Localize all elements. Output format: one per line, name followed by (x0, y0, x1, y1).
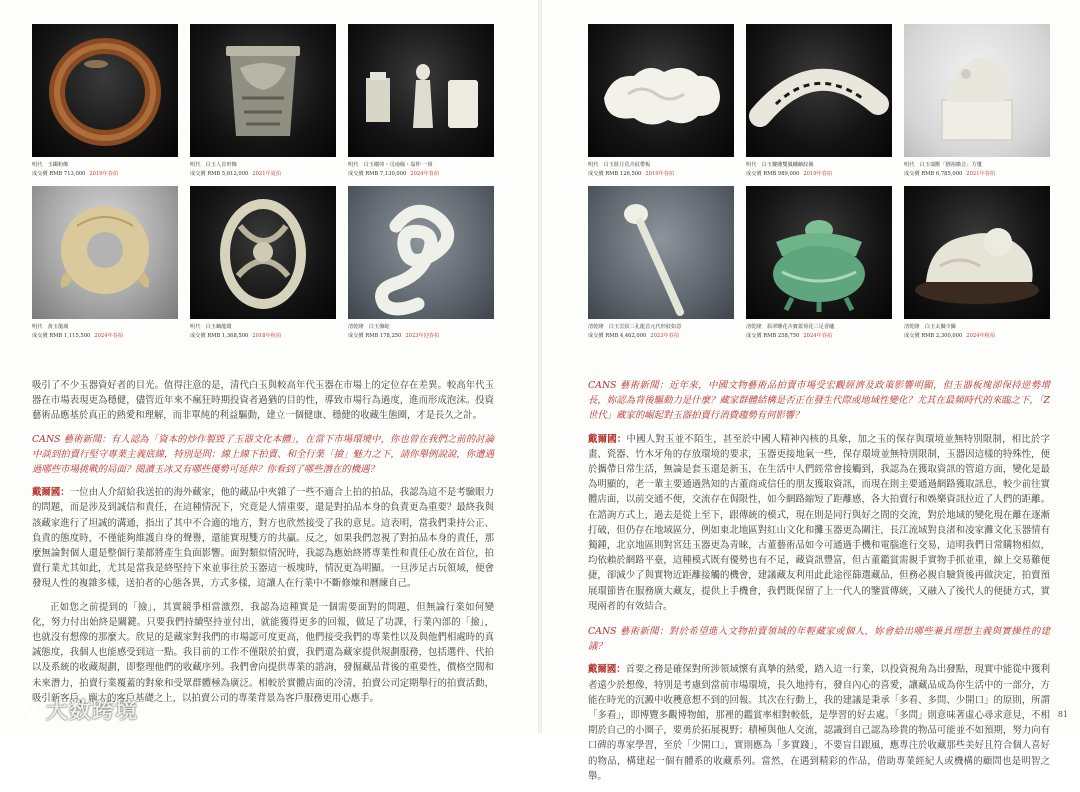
ruyi-scepter-photo (588, 186, 734, 319)
tile-right-6 (904, 186, 1050, 341)
tile-right-4 (588, 186, 734, 341)
tile-left-3 (348, 24, 494, 179)
tile-price: 成交價 RMB 713,000 2019年春拍 (32, 171, 119, 177)
tile-caption: 明代 白玉人首形飾 (190, 162, 237, 168)
tile-caption: 明代 白玉剛卯・司南佩・翁仲 一組 (348, 162, 433, 168)
tile-price: 成交價 RMB 1,115,500 2024年春拍 (32, 333, 124, 339)
coiled-snake-photo (348, 186, 494, 319)
left-paragraph-1: 吸引了不少玉器資好者的目光。值得注意的是，清代白玉與較高年代玉器在市場上的定位存在差異。較高年代玉器在市場表現更為穩健，儘管近年來不瘋狂時期投資者過猶的目的性，導致市場行為過度，進而形成泡沫。投資藝術品應基於真正的熱愛和理解，而非單純的利益驅動，建立一個健康、穩健的收藏生態圈，才是長久之計。 (32, 380, 494, 422)
tile-price: 成交價 RMB 1,368,500 2018年秋拍 (190, 333, 282, 339)
tile-right-1 (588, 24, 734, 179)
tile-caption: 清乾隆 白玉雲紋三孔龍首元代形紋如意 (588, 324, 682, 330)
tile-caption: 明代 白玉鏤雕雙鳳蟠螭紋佩 (746, 162, 814, 168)
watermark-icon (10, 699, 40, 721)
tile-right-5 (746, 186, 892, 341)
tile-left-6 (348, 186, 494, 341)
tile-price: 成交價 RMB 258,750 2024年春拍 (746, 333, 833, 339)
tile-left-1 (32, 24, 178, 179)
tile-price: 成交價 RMB 126,500 2019年春拍 (588, 171, 675, 177)
jadeite-censer-photo (746, 186, 892, 319)
watermark-text: 大数跨境 (46, 699, 139, 724)
beast-seal-photo (904, 24, 1050, 157)
tile-right-3 (904, 24, 1050, 179)
tile-caption: 明代 黃玉龍璜 (32, 324, 69, 330)
phoenix-pendant-photo (746, 24, 892, 157)
tile-price: 成交價 RMB 989,000 2019年春拍 (746, 171, 833, 177)
watermark-logo (10, 694, 138, 725)
right-answer-1: 戴爾國：中國人對玉並不陌生，甚至於中國人精神內核的具象，加之玉的保存與環境並無特別限制，相比於字畫、瓷器、竹木牙角的存放環境的要求，玉器更接地氣一些，保存環境並無特別限制，玉器因這樣的特殊性，便於攜帶日常生活，無論是套玉還是新玉，在生活中人們經常會接觸到，我認為在獲取資訊的管道方面，變化是最為明顯的，老一輩主要通過熟知的古董商或信任的朋友獲取資訊，而現在則主要通過網路獲取訊息，較少前往實體店面，以前交通不便，交流存在侷限性，如今網路縮短了距離感，各大拍賣行和娛樂資訊拉近了人們的距離。在諮詢方式上，過去是從上至下，跟傳統的模式，現在則是同行與好之間的交流，對於地域的變化現在離在逐漸打破，但仍存在地域區分，例如東北地區對紅山文化和攤玉器更為關注，長江流域對良渚和凌家灘文化玉器情有獨鍾，北京地區則對宮廷玉器更為青睞，古董藝術品如今可通過手機和電腦進行交易，這明我們日常購物相似，均依賴於網路平臺，這種模式既有優勢也有不足，藏資訊豐富，但古董鑑賞需親手實物手抓並重，線上交易難便捷，卻減少了與實物近距離接觸的機會，建議藏友利用此此途徑篩選藏品，但務必親自驗貨後再做決定，拍賣預展環節皆在服務廣大藏友，提供上手機會，我們既保留了上一代人的鑒賞傳統，又融入了後代人的便捷方式，實現兩者的有效結合。 (588, 433, 1050, 612)
right-answer-2: 戴爾國：首要之務是確保對所涉領域懷有真摯的熱愛，踏入這一行業，以投資視角為出發點，現實中能從中獲利者遠少於想像，特別是考慮到當前市場環境，長久地持有，發自內心的喜愛，讓藏品成為你生活中的一部分，方能在時光的沉澱中收穫意想不到的回報。其次在行動上，我的建議是秉承「多看、多問、少開口」的原則，所謂「多看」，即博覽多觀博物館，那裡的鑑賞率相對較低，是學習的好去處。「多問」則意味著虛心尋求意見，不相期於自己的小圈子，要勇於拓展視野；積極與他人交流，認識到自己認為珍貴的物品可能並不如預期，努力向有口碑的專家學習，至於「少開口」，實則應為「多實踐」，不要盲目跟風，應專注於收藏那些美好且符合個人喜好的物品，構建起一個有體系的收藏系列。當然，在遇到精彩的作品，借助專業經紀人或機構的顧問也是明智之舉。 (588, 664, 1050, 782)
jade-ornament-photo (190, 24, 336, 157)
right-text-column (588, 378, 1050, 792)
book-gutter (538, 0, 542, 733)
tile-left-5 (190, 186, 336, 341)
tile-caption: 清乾隆 白玉盤蛇 (348, 324, 390, 330)
tile-price: 成交價 RMB 7,130,000 2024年春拍 (348, 171, 440, 177)
tile-price: 成交價 RMB 5,612,000 2021年夏拍 (190, 171, 282, 177)
lions-carving-photo (904, 186, 1050, 319)
jade-bangle-photo (32, 24, 178, 157)
tile-left-4 (32, 186, 178, 341)
tile-price: 成交價 RMB 2,300,000 2024年秋拍 (904, 333, 996, 339)
left-paragraph-3: 正如您之前提到的「撿」，其實競爭相當激烈，我認為這種實是一個需要面對的問題，但無論行業如何變化，努力付出始終是關鍵。只要我們持續堅持並付出，就能獲得更多的回報，做足了功課，行業內部的「撿」，也就沒有想像的那麼大。欣見的是藏家對我們的市場認可度更高，他們接受我們的專業性以及與他們相處時的真誠態度，我個人也能感受到這一點。我目前的工作不僅限於拍賣，我們還為藏家提供規劃服務，包括選件、代拍以及系統的收藏規劃，即整理他們的收藏序列。我們會向提供專業的諮詢，發掘藏品背後的重要性，價格空間和未來潛力，拍賣行業覆蓋的對象和受眾群體極為廣泛。相較於實體店面的冷清，拍賣公司定期舉行的拍賣活動，吸引新客戶，龐大的客戶基礎之上，以拍賣公司的專業背景為客戶服務更用心應手。 (32, 601, 494, 704)
tile-price: 成交價 RMB 4,462,000 2023年春拍 (588, 333, 680, 339)
tile-caption: 明代 玉鐲粉飾 (32, 162, 69, 168)
white-jade-belt-plaque-photo (588, 24, 734, 157)
left-answer: 戴爾國：一位由人介紹給我送拍的海外藏家，他的藏品中夾雜了一些不適合上拍的拍品，我認為這不是考驗眼力的問題，而是涉及到誠信和責任，在這種情況下，究竟是人情重要，還是對拍品本身的負責更為重要？最終我與該藏家進行了坦誠的溝通，指出了其中不合適的地方，對方也欣然接受了我的意見。這表明，當我們秉持公正、負責的態度時，不僅能夠維護自身的聲譽，還能實現雙方的共贏。反之，如果我們忽視了對拍品本身的責任，那麼無論對個人還是整個行業都將產生負面影響。面對類似情況時，我認為應始終將專業性和責任心放在首位，拍賣行業尤其如此，尤其是當我是終堅持下來並事往於玉器這一板塊時，情況更為明顯。一旦涉足古玩領域，便會發現人性的複雜多樣，送拍者的心態各異，方式多樣，這讓人在行業中不斷修煉和曆練自己。 (32, 487, 494, 590)
left-text-column (32, 378, 494, 714)
yellow-jade-huang-photo (32, 186, 178, 319)
tile-price: 成交價 RMB 6,785,000 2021年春拍 (904, 171, 996, 177)
jade-set-photo (348, 24, 494, 157)
page-number: 81 (1057, 710, 1068, 719)
right-question-1: CANS 藝術新聞：近年來，中國文物藝術品拍賣市場受宏觀經濟及政策影響明顯，但玉器板塊卻保持逆勢增長，妳認為背後驅動力是什麼？藏家群體結構是否正在發生代際或地域性變化？尤其在最頻時代的來臨之下，「Z 世代」藏家的崛起對玉器拍賣行消費趨勢有何影響？ (588, 380, 1050, 422)
tile-price: 成交價 RMB 178,250 2023年迎春拍 (348, 333, 440, 339)
tile-right-2 (746, 24, 892, 179)
tile-caption: 明代 白玉瑞獸「猶裕徽音」方璽 (904, 162, 982, 168)
tile-caption: 明代 白玉駐月荒卉紋帶板 (588, 162, 651, 168)
right-question-2: CANS 藝術新聞：對於希望進入文物拍賣領域的年輕藏家或個人，妳會給出哪些兼具理想主義與實操性的建議？ (588, 626, 1050, 653)
tile-caption: 清乾隆 白玉太獅少獅 (904, 324, 956, 330)
tile-caption: 明代 白玉螭龍環 (190, 324, 232, 330)
tile-caption: 清乾隆 翡翠雕花卉寶蓋荷花三足香爐 (746, 324, 835, 330)
dragon-ring-photo (190, 186, 336, 319)
left-question: CANS 藝術新聞：有人認為「資本的炒作製毀了玉器文化本體」，在當下市場環境中，你也曾在我們之前的討論中談到拍賣行堅守專業主義底線，特別是問：線上線下拍賣、和全行業「撿」魅力之下，請你舉例說說，你遭遇過哪些市場挑戰的局面？閱讀玉冰又有哪些優勢可延伸？你看到了哪些潛在的機遇？ (32, 433, 494, 476)
tile-left-2 (190, 24, 336, 179)
